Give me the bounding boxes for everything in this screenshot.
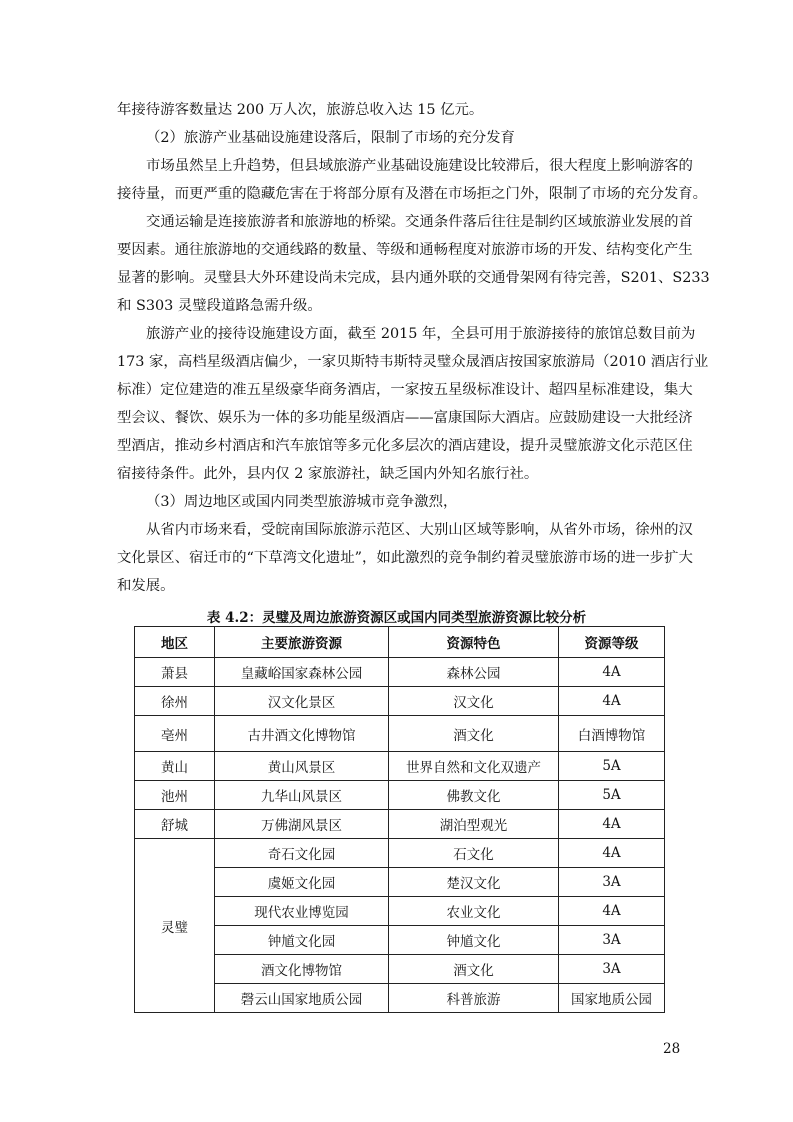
cell-region: 徐州 (135, 687, 215, 716)
cell-feature: 佛教文化 (389, 781, 559, 810)
text-line: 接待量，而更严重的隐藏危害在于将部分原有及潜在市场拒之门外，限制了市场的充分发育。 (117, 186, 708, 202)
text-line: 文化景区、宿迁市的“下草湾文化遗址”，如此激烈的竞争制约着灵璧旅游市场的进一步扩大 (117, 550, 693, 566)
table-row (135, 926, 665, 955)
cell-feature: 湖泊型观光 (389, 810, 559, 839)
cell-resource: 磬云山国家地质公园 (215, 984, 389, 1013)
text-line: 宿接待条件。此外，县内仅 2 家旅游社，缺乏国内外知名旅行社。 (117, 466, 539, 482)
table-row (135, 752, 665, 781)
text-line: 和 S303 灵璧段道路急需升级。 (117, 298, 322, 314)
text-line: 从省内市场来看，受皖南国际旅游示范区、大别山区域等影响，从省外市场，徐州的汉 (146, 522, 693, 538)
cell-resource: 皇藏峪国家森林公园 (215, 658, 389, 687)
text-line: 交通运输是连接旅游者和旅游地的桥梁。交通条件落后往往是制约区域旅游业发展的首 (146, 214, 693, 230)
cell-level: 3A (559, 955, 665, 984)
cell-level: 3A (559, 926, 665, 955)
cell-level: 4A (559, 810, 665, 839)
cell-level: 国家地质公园 (559, 984, 665, 1013)
text-line: 要因素。通往旅游地的交通线路的数量、等级和通畅程度对旅游市场的开发、结构变化产生 (117, 242, 693, 258)
text-line: （3）周边地区或国内同类型旅游城市竞争激烈， (146, 494, 458, 510)
header-region: 地区 (135, 627, 215, 658)
cell-region: 池州 (135, 781, 215, 810)
heading-infrastructure (117, 124, 683, 152)
table-row (135, 658, 665, 687)
cell-resource: 现代农业博览园 (215, 897, 389, 926)
table-caption: 表 4.2：灵璧及周边旅游资源区或国内同类型旅游资源比较分析 (206, 610, 587, 626)
table-row (135, 781, 665, 810)
table-row (135, 716, 665, 752)
cell-region: 黄山 (135, 752, 215, 781)
text-line: 标准）定位建造的准五星级豪华商务酒店，一家按五星级标准设计、超四星标准建设，集大 (117, 382, 693, 398)
table-row (135, 955, 665, 984)
paragraph-accommodation (117, 320, 709, 488)
cell-feature: 农业文化 (389, 897, 559, 926)
cell-feature: 森林公园 (389, 658, 559, 687)
cell-level: 4A (559, 897, 665, 926)
cell-level: 白酒博物馆 (559, 716, 665, 752)
cell-feature: 科普旅游 (389, 984, 559, 1013)
cell-feature: 酒文化 (389, 955, 559, 984)
paragraph-transport (117, 208, 710, 320)
cell-region-lingbi: 灵璧 (135, 839, 215, 1013)
text-line: 显著的影响。灵璧县大外环建设尚未完成，县内通外联的交通骨架网有待完善，S201、S233 (117, 270, 710, 286)
paragraph-market-trend (117, 152, 708, 208)
table-row (135, 897, 665, 926)
cell-resource: 虞姬文化园 (215, 868, 389, 897)
table-row (135, 984, 665, 1013)
cell-feature: 酒文化 (389, 716, 559, 752)
cell-level: 4A (559, 839, 665, 868)
cell-level: 3A (559, 868, 665, 897)
cell-resource: 酒文化博物馆 (215, 955, 389, 984)
text-line: 年接待游客数量达 200 万人次，旅游总收入达 15 亿元。 (117, 102, 484, 118)
heading-competition (117, 488, 683, 516)
text-line: 市场虽然呈上升趋势，但县域旅游产业基础设施建设比较滞后，很大程度上影响游客的 (146, 158, 693, 174)
table-row (135, 839, 665, 868)
header-level: 资源等级 (559, 627, 665, 658)
cell-feature: 汉文化 (389, 687, 559, 716)
cell-region: 亳州 (135, 716, 215, 752)
cell-feature: 楚汉文化 (389, 868, 559, 897)
cell-level: 4A (559, 658, 665, 687)
cell-resource: 奇石文化园 (215, 839, 389, 868)
cell-level: 5A (559, 781, 665, 810)
cell-resource: 汉文化景区 (215, 687, 389, 716)
cell-region: 萧县 (135, 658, 215, 687)
text-line: 型酒店，推动乡村酒店和汽车旅馆等多元化多层次的酒店建设，提升灵璧旅游文化示范区住 (117, 438, 693, 454)
cell-resource: 古井酒文化博物馆 (215, 716, 389, 752)
cell-feature: 世界自然和文化双遗产 (389, 752, 559, 781)
table-row (135, 810, 665, 839)
cell-resource: 钟馗文化园 (215, 926, 389, 955)
text-line: （2）旅游产业基础设施建设落后，限制了市场的充分发育 (146, 130, 515, 146)
cell-resource: 黄山风景区 (215, 752, 389, 781)
text-line: 旅游产业的接待设施建设方面，截至 2015 年，全县可用于旅游接待的旅馆总数目前为 (146, 326, 696, 342)
page-number: 28 (663, 1041, 681, 1057)
text-line: 型会议、餐饮、娱乐为一体的多功能星级酒店——富康国际大酒店。应鼓励建设一大批经济 (117, 410, 693, 426)
text-line: 173 家，高档星级酒店偏少，一家贝斯特韦斯特灵璧众晟酒店按国家旅游局（2010 酒店行业 (117, 354, 709, 370)
cell-level: 5A (559, 752, 665, 781)
cell-resource: 万佛湖风景区 (215, 810, 389, 839)
paragraph-tourism-stats (117, 96, 683, 124)
text-line: 和发展。 (117, 578, 175, 594)
cell-feature: 钟馗文化 (389, 926, 559, 955)
table-row (135, 687, 665, 716)
header-feature: 资源特色 (389, 627, 559, 658)
cell-feature: 石文化 (389, 839, 559, 868)
paragraph-competition (117, 516, 693, 600)
cell-resource: 九华山风景区 (215, 781, 389, 810)
table-header-row (135, 627, 665, 658)
comparison-table (134, 626, 665, 1013)
cell-region: 舒城 (135, 810, 215, 839)
table-row (135, 868, 665, 897)
header-resource: 主要旅游资源 (215, 627, 389, 658)
cell-level: 4A (559, 687, 665, 716)
